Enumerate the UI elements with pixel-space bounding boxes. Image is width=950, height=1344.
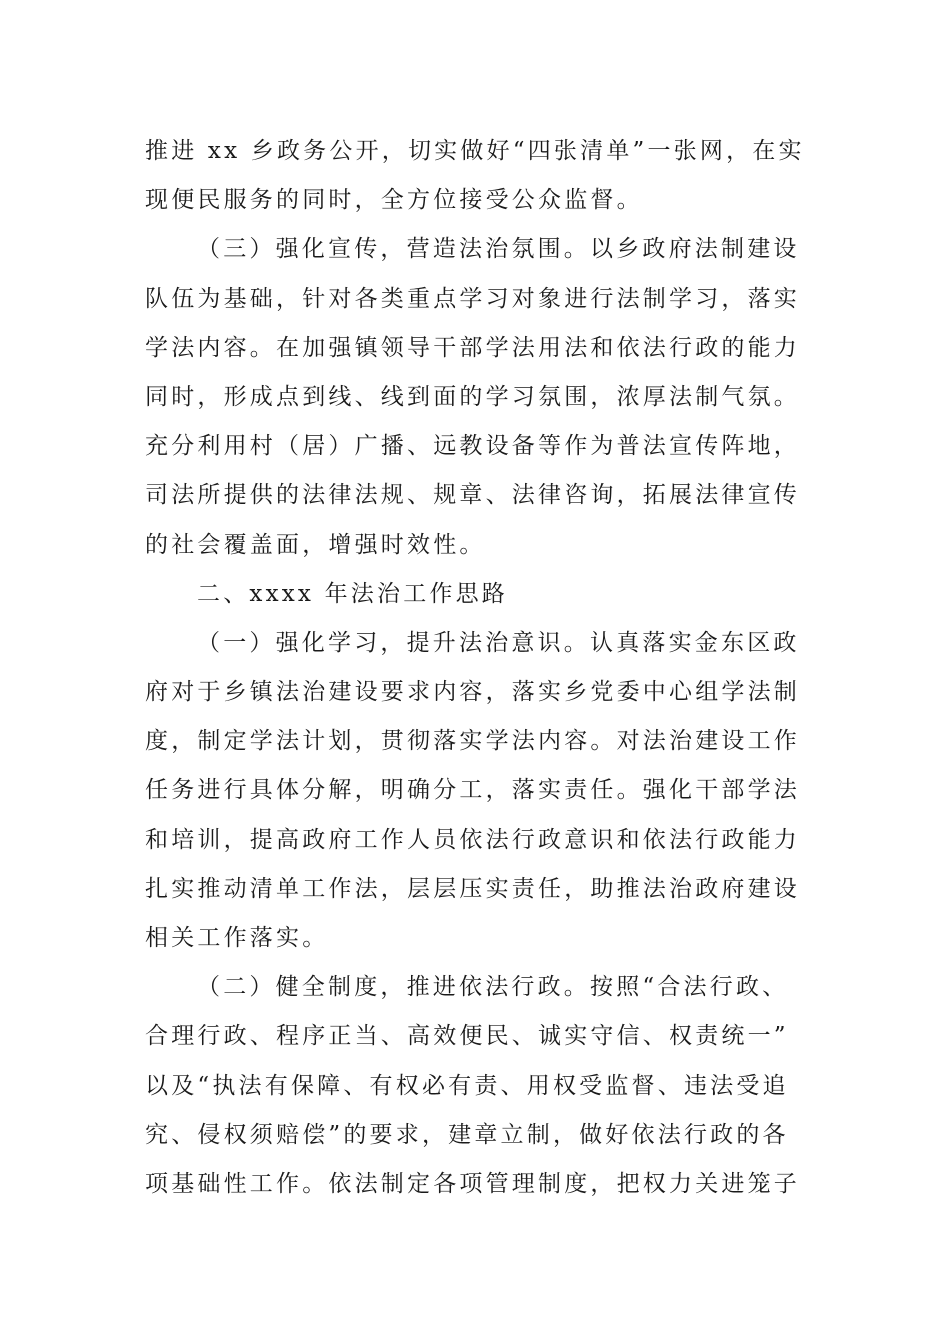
text-line: 队伍为基础，针对各类重点学习对象进行法制学习，落实	[145, 285, 800, 312]
paragraph-start-line: （二）健全制度，推进依法行政。按照“合法行政、	[197, 974, 789, 1001]
paragraph-start-line: （三）强化宣传，营造法治氛围。以乡政府法制建设	[197, 236, 800, 263]
paragraph-start-line: （一）强化学习，提升法治意识。认真落实金东区政	[197, 629, 800, 656]
text-line: 任务进行具体分解，明确分工，落实责任。强化干部学法	[145, 777, 800, 804]
text-line: 府对于乡镇法治建设要求内容，落实乡党委中心组学法制	[145, 679, 800, 706]
text-line: 司法所提供的法律法规、规章、法律咨询，拓展法律宣传	[145, 482, 800, 509]
text-line: 现便民服务的同时，全方位接受公众监督。	[145, 187, 643, 214]
text-line: 的社会覆盖面，增强时效性。	[145, 531, 486, 558]
text-line: 和培训，提高政府工作人员依法行政意识和依法行政能力	[145, 826, 800, 853]
text-line: 合理行政、程序正当、高效便民、诚实守信、权责统一”	[145, 1023, 789, 1050]
text-line: 同时，形成点到线、线到面的学习氛围，浓厚法制气氛。	[145, 383, 800, 410]
text-line: 究、侵权须赔偿”的要求，建章立制，做好依法行政的各	[145, 1121, 789, 1148]
text-line: 度，制定学法计划，贯彻落实学法内容。对法治建设工作	[145, 728, 800, 755]
text-line: 项基础性工作。依法制定各项管理制度，把权力关进笼子	[145, 1170, 800, 1197]
document-body	[145, 127, 809, 1209]
text-line: 以及“执法有保障、有权必有责、用权受监督、违法受追	[145, 1072, 789, 1099]
section-heading: 二、xxxx 年法治工作思路	[197, 580, 508, 607]
text-line: 学法内容。在加强镇领导干部学法用法和依法行政的能力	[145, 334, 800, 361]
text-line: 推进 xx 乡政务公开，切实做好“四张清单”一张网，在实	[145, 138, 805, 164]
text-line: 充分利用村（居）广播、远教设备等作为普法宣传阵地，	[145, 433, 800, 460]
text-line: 扎实推动清单工作法，层层压实责任，助推法治政府建设	[145, 875, 800, 902]
text-line: 相关工作落实。	[145, 925, 329, 951]
